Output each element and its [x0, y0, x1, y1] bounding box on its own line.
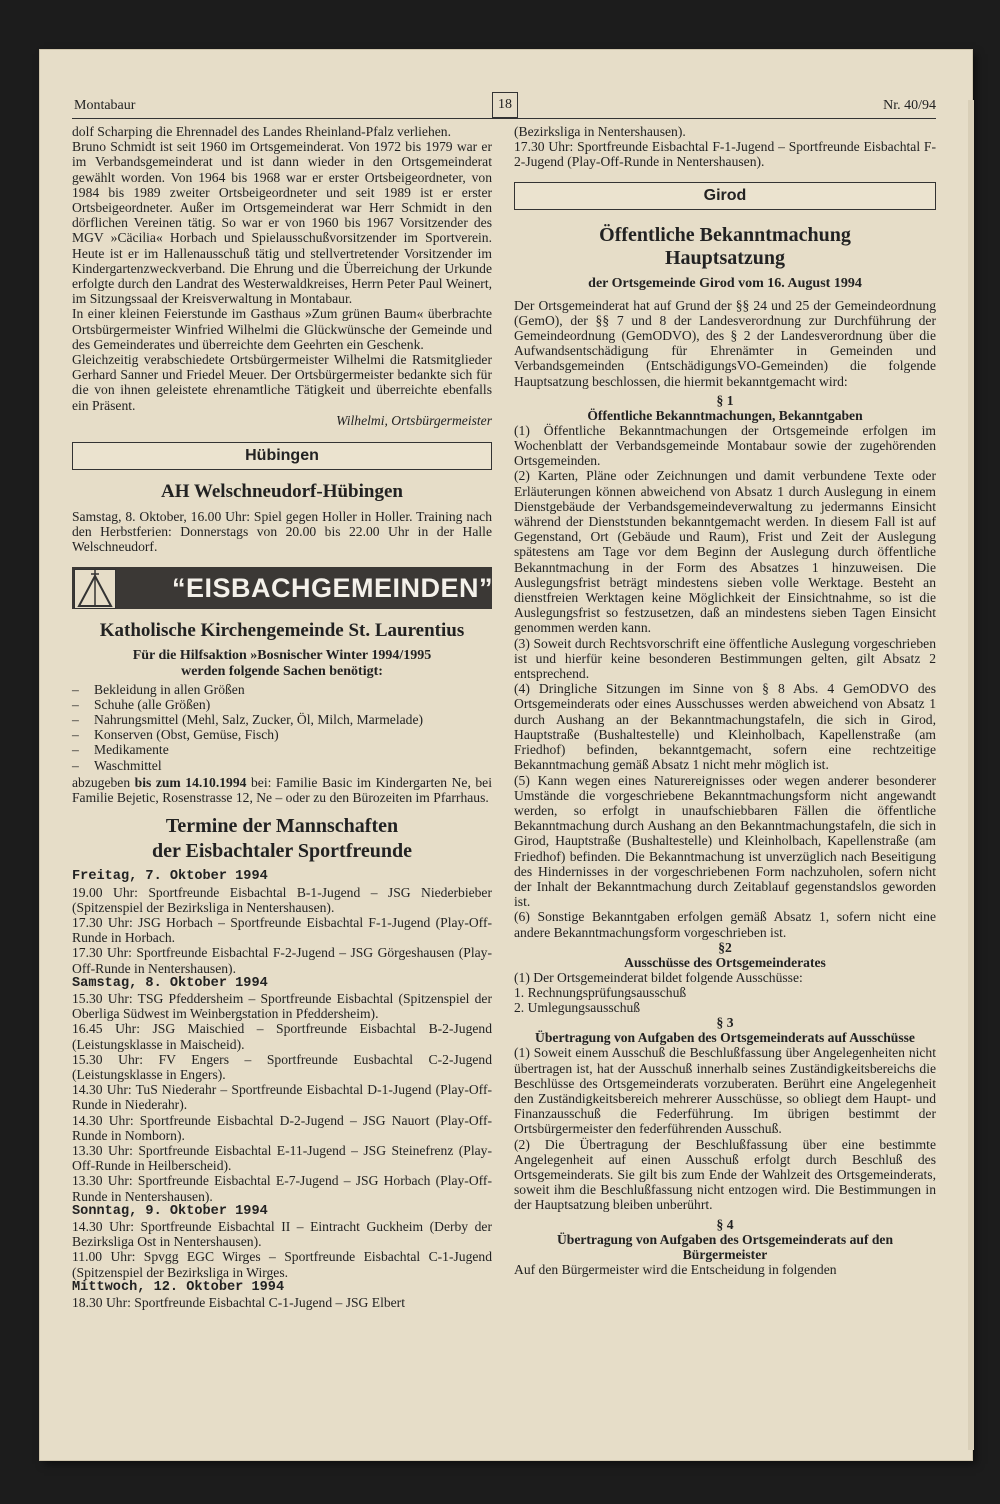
schedule-entry: 15.30 Uhr: FV Engers – Sportfreunde Eusbachtal C-2-Jugend (Leistungsklasse in Engers).	[72, 1051, 492, 1082]
deadline: bis zum 14.10.1994	[134, 774, 247, 790]
list-item: – Bekleidung in allen Größen	[72, 682, 492, 697]
day-heading: Samstag, 8. Oktober 1994	[72, 975, 268, 991]
schedule-entry: 16.45 Uhr: JSG Maischied – Sportfreunde Eisbachtal B-2-Jugend (Leistungsklasse in Maischeid).	[72, 1021, 492, 1052]
paragraph: (6) Sonstige Bekanntgaben erfolgen gemäß Absatz 1, sofern nicht eine andere Bekanntmachungsform vorgeschrieben ist.	[514, 909, 936, 940]
day-heading: Sonntag, 9. Oktober 1994	[72, 1203, 268, 1219]
issue-number: Nr. 40/94	[883, 98, 936, 113]
article-title: Katholische Kirchengemeinde St. Laurentius	[99, 619, 465, 641]
section-title: Übertragung von Aufgaben des Ortsgemeinderats auf Ausschüsse	[535, 1030, 915, 1046]
paragraph: (2) Die Übertragung der Beschlußfassung über eine bestimmte Angelegenheit auf einen Ausschuß erfolgt durch Beschluß des Ortsgemeinderats. Sie gilt bis zum Ende der Wahlzeit des Ortsgemeinderats, soweit ihm die Beschlußfassung nicht entzogen wird. Die Bestimmungen in der Hauptsatzung bleiben unberührt.	[514, 1136, 936, 1213]
schedule-entry: 17.30 Uhr: Sportfreunde Eisbachtal F-2-Jugend – JSG Görgeshausen (Play-Off-Runde in Nentershausen).	[72, 945, 492, 976]
paragraph: Gleichzeitig verabschiedete Ortsbürgermeister Wilhelmi die Ratsmitglieder Gerhard Sanner und Friedel Meuer. Der Ortsbürgermeister bedankte sich für die von ihnen geleistete ehrenamtliche Tätigkeit und überreichte ebenfalls ein Präsent.	[72, 352, 492, 413]
list-item: 1. Rechnungsprüfungsausschuß	[514, 984, 687, 1000]
schedule-entry: 15.30 Uhr: TSG Pfeddersheim – Sportfreunde Eisbachtal (Spitzenspiel der Oberliga Südwest im Weinbergstation in Pfeddersheim).	[72, 990, 492, 1022]
section-number: § 4	[716, 1216, 734, 1232]
list-item: – Waschmittel	[72, 758, 492, 773]
schedule-entry: 14.30 Uhr: TuS Niederahr – Sportfreunde Eisbachtal D-1-Jugend (Play-Off-Runde in Niederahr).	[72, 1082, 492, 1113]
section-number: §2	[718, 939, 732, 955]
announcement-title: Öffentliche Bekanntmachung	[599, 223, 851, 246]
paragraph: (2) Karten, Pläne oder Zeichnungen und damit verbundene Texte oder Erläuterungen können abweichend von Absatz 1 durch Auslegung in einem Dienstgebäude der Verbandsgemeindeverwaltung zu jedermanns Einsicht während der Dienststunden bekanntgemacht werden. In diesem Fall ist auf Gegenstand, Ort (Gebäude und Raum), Frist und Zeit der Auslegung spätestens am Tage vor dem Beginn der Auslegung durch öffentliche Bekanntmachung in der Form des Absatzes 1 hinzuweisen. Die Auslegungsfrist beträgt mindestens sieben volle Werktage. Besteht an dienstfreien Werktagen keine Möglichkeit der Einsichtnahme, so ist die Auslegungsfrist so festzusetzen, daß an mindestens sieben Tagen Einsicht genommen werden kann.	[514, 468, 936, 636]
article-title: der Eisbachtaler Sportfreunde	[151, 840, 412, 863]
schedule-entry: 17.30 Uhr: Sportfreunde Eisbachtal F-1-Jugend – Sportfreunde Eisbachtal F-2-Jugend (Play-Off-Runde in Nentershausen).	[514, 139, 936, 170]
paragraph: Der Ortsgemeinderat hat auf Grund der §§ 24 und 25 der Gemeindeordnung (GemO), der §§ 7 und 8 der Landesverordnung zur Durchführung der Gemeindeordnung (GemODVO), des § 2 der Landesverordnung über die Aufwandsentschädigung für Ehrenämter in Gemeinden und Verbandsgemeinden (EntschädigungsVO-Gemeinden) die folgende Hauptsatzung beschlossen, die hiermit bekanntgemacht wird:	[514, 297, 936, 389]
signature: Wilhelmi, Ortsbürgermeister	[336, 412, 492, 428]
section-title: Ausschüsse des Ortsgemeinderates	[624, 954, 826, 970]
banner-text: “EISBACHGEMEINDEN”	[172, 572, 494, 603]
paragraph: (3) Soweit durch Rechtsvorschrift eine öffentliche Auslegung vorgeschrieben ist und hierfür keine besonderen Bestimmungen gelten, gilt Absatz 2 entsprechend.	[514, 635, 936, 682]
schedule-entry: 17.30 Uhr: JSG Horbach – Sportfreunde Eisbachtal F-1-Jugend (Play-Off-Runde in Horbach.	[72, 914, 492, 946]
schedule-entry: (Bezirksliga in Nentershausen).	[514, 124, 686, 139]
list-item: 2. Umlegungsausschuß	[514, 1000, 641, 1016]
paragraph: Bruno Schmidt ist seit 1960 im Ortsgemeinderat. Von 1972 bis 1979 war er im Verbandsgemeinderat und ist dann wieder in den Ortsgemeinderat gewählt worden. Von 1964 bis 1968 war er erster Ortsbeigeordneter, von 1984 bis 1989 zweiter Ortsbeigeordneter und seit 1989 ist er erster Ortsbeigeordneter. Außer im Ortsgemeinderat war Herr Schmidt in den dörflichen Vereinen tätig. So war er von 1960 bis 1967 Vorsitzender des MGV »Cäcilia« Horbach und Spielausschußvorsitzender im Sportverein. Heute ist er im Hallenausschuß tätig und stellvertretender Vorsitzender im Kindergartenzweckverband. Die Ehrung und die Überreichung der Urkunde erfolgte durch den Landrat des Westerwaldkreises, Herrn Peter Paul Weinert, im Sitzungssaal der Kreisverwaltung in Montabaur.	[72, 139, 492, 307]
paragraph: (5) Kann wegen eines Naturereignisses oder wegen anderer besonderer Umstände die vorgeschriebene Bekanntmachungsform nicht angewandt werden, so erfolgt in unaufschiebbaren Fällen die öffentliche Bekanntmachung durch Aushang an den Bekanntmachungstafeln, die sich in Girod, Hauptstraße (Bushaltestelle) und Kleinholbach, Kapellenstraße (am Friedhof) befinden. Die Bekanntmachung ist unverzüglich nach Beseitigung des Hindernisses in der vorgeschriebenen Form nachzuholen, sofern nicht der Inhalt der Bekanntmachung durch Zeitablauf gegenstandslos geworden ist.	[514, 772, 936, 910]
page-header	[72, 96, 936, 120]
schedule-entry: 11.00 Uhr: Spvgg EGC Wirges – Sportfreunde Eisbachtal C-1-Jugend (Spitzenspiel der Bezirksliga in Wirges.	[72, 1249, 492, 1280]
article-text: Samstag, 8. Oktober, 16.00 Uhr: Spiel gegen Holler in Holler. Training nach den Herbstferien: Donnerstags von 20.00 bis 22.00 Uhr in der Halle Welschneudorf.	[72, 509, 492, 555]
paragraph: (4) Dringliche Sitzungen im Sinne von § 8 Abs. 4 GemODVO des Ortsgemeinderats oder eines Ausschusses werden abweichend von Absatz 1 durch Aushang an der Bekanntmachungstafeln, die sich in Girod, Hauptstraße (Bushaltestelle) und Kleinholbach, Kapellenstraße (am Friedhof) befinden, bekanntgemacht, sofern eine rechtzeitige Bekanntmachung gemäß Absatz 1 nicht mehr möglich ist.	[514, 681, 936, 773]
intro-text: dolf Scharping die Ehrennadel des Landes Rheinland-Pfalz verliehen.	[72, 124, 451, 139]
day-heading: Mittwoch, 12. Oktober 1994	[72, 1279, 285, 1295]
eisbach-banner	[72, 567, 492, 609]
page-edge	[968, 100, 974, 1450]
schedule-entry: 13.30 Uhr: Sportfreunde Eisbachtal E-11-Jugend – JSG Steinefrenz (Play-Off-Runde in Heilberscheid).	[72, 1142, 492, 1174]
list-item: – Konserven (Obst, Gemüse, Fisch)	[72, 727, 492, 742]
paragraph: (1) Öffentliche Bekanntmachungen der Ortsgemeinde erfolgen im Wochenblatt der Verbandsgemeinde Montabaur sowie der zugehörenden Ortsgemeinden.	[514, 422, 936, 469]
section-number: § 3	[716, 1015, 734, 1031]
schedule-entry: 18.30 Uhr: Sportfreunde Eisbachtal C-1-Jugend – JSG Elbert	[72, 1294, 405, 1310]
church-logo-icon	[74, 569, 116, 609]
section-header-huebingen: Hübingen	[72, 442, 492, 470]
section-title: Übertragung von Aufgaben des Ortsgemeinderats auf den Bürgermeister	[556, 1231, 894, 1262]
day-heading: Freitag, 7. Oktober 1994	[72, 869, 268, 885]
schedule-entry: 19.00 Uhr: Sportfreunde Eisbachtal B-1-Jugend – JSG Niederbieber (Spitzenspiel der Bezirksliga in Nentershausen).	[72, 884, 492, 915]
header-town: Montabaur	[74, 98, 136, 113]
section-header-girod: Girod	[514, 182, 936, 210]
article-subtitle: Für die Hilfsaktion »Bosnischer Winter 1994/1995	[132, 647, 432, 663]
paragraph: (1) Der Ortsgemeinderat bildet folgende Ausschüsse:	[514, 969, 803, 985]
list-item: – Medikamente	[72, 742, 492, 757]
donation-list	[72, 682, 492, 773]
article-title: AH Welschneudorf-Hübingen	[161, 481, 403, 503]
page-number: 18	[492, 92, 518, 118]
announcement-title: Hauptsatzung	[664, 246, 786, 269]
list-item: – Schuhe (alle Größen)	[72, 697, 492, 712]
dropoff-text	[72, 775, 492, 805]
schedule-entry: 14.30 Uhr: Sportfreunde Eisbachtal D-2-Jugend – JSG Nauort (Play-Off-Runde in Nomborn).	[72, 1112, 492, 1143]
list-item: – Nahrungsmittel (Mehl, Salz, Zucker, Öl, Milch, Marmelade)	[72, 712, 492, 727]
announcement-subtitle: der Ortsgemeinde Girod vom 16. August 1994	[588, 275, 862, 291]
text-run: abzugeben	[72, 774, 135, 790]
schedule-entry: 13.30 Uhr: Sportfreunde Eisbachtal E-7-Jugend – JSG Horbach (Play-Off-Runde in Nentershausen).	[72, 1173, 492, 1204]
left-column	[72, 124, 492, 1310]
paragraph: (1) Soweit einem Ausschuß die Beschlußfassung über Angelegenheiten nicht übertragen ist, hat der Ausschuß innerhalb seines Zuständigkeitsbereichs die Beschlüsse des Ortsgemeinderats vorzuberaten. Berührt eine Angelegenheit den Zuständigkeitsbereich mehrerer Ausschüsse, so obliegt dem Haupt- und Finanzausschuß die Federführung. Im übrigen bestimmt der Ortsbürgermeister den federführenden Ausschuß.	[514, 1045, 936, 1137]
right-column	[514, 124, 936, 1277]
paragraph: In einer kleinen Feierstunde im Gasthaus »Zum grünen Baum« überbrachte Ortsbürgermeister Winfried Wilhelmi die Glückwünsche der Gemeinde und des Gemeinderates und überreichte dem Geehrten ein Geschenk.	[72, 306, 492, 352]
header-rule	[72, 118, 936, 119]
paragraph: Auf den Bürgermeister wird die Entscheidung in folgenden	[514, 1261, 837, 1277]
article-subtitle: werden folgende Sachen benötigt:	[181, 663, 383, 679]
schedule-entry: 14.30 Uhr: Sportfreunde Eisbachtal II – Eintracht Guckheim (Derby der Bezirksliga Ost in Nentershausen).	[72, 1218, 492, 1250]
section-title: Öffentliche Bekanntmachungen, Bekanntgaben	[587, 407, 863, 423]
text-run: bei: Familie Basic im Kindergarten Ne, bei Familie Bejetic, Rosenstrasse 12, Ne – oder zu den Bürozeiten im Pfarrhaus.	[72, 774, 492, 806]
section-number: § 1	[716, 392, 734, 408]
article-title: Termine der Mannschaften	[165, 815, 399, 838]
